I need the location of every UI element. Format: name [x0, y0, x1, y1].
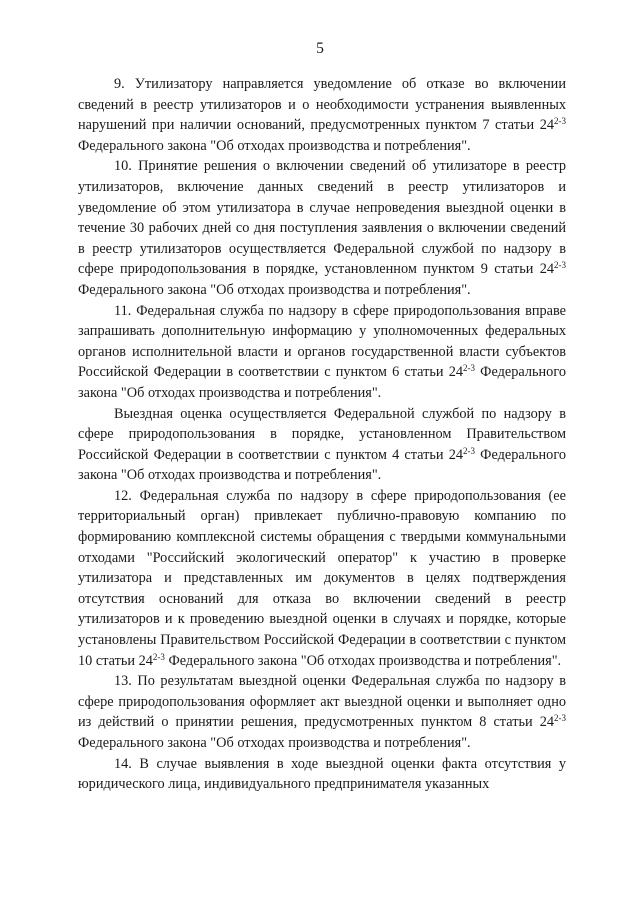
paragraph-9: 9. Утилизатору направляется уведомление об отказе во включении сведений в реестр утилизаторов и о необходимости устранения выявленных нарушений при наличии оснований, предусмотренных пунктом 7 статьи 24$^{2-3}$ Федерального закона "Об отходах производства и потребления". [78, 76, 566, 154]
document-body [78, 74, 566, 795]
paragraph-11: 11. Федеральная служба по надзору в сфере природопользования вправе запрашивать дополнительную информацию у уполномоченных федеральных органов исполнительной власти и органов государственной власти субъектов Российской Федерации в соответствии с пунктом 6 статьи 24$^{2-3}$ Федерального закона "Об отходах производства и потребления". [78, 302, 566, 401]
paragraph-13: 13. По результатам выездной оценки Федеральная служба по надзору в сфере природопользования оформляет акт выездной оценки и выполняет одно из действий о принятии решения, предусмотренных пунктом 8 статьи 24$^{2-3}$ Федерального закона "Об отходах производства и потребления". [78, 673, 566, 751]
paragraph-14: 14. В случае выявления в ходе выездной оценки факта отсутствия у юридического лица, индивидуального предпринимателя указанных [78, 755, 566, 793]
paragraph-field-assessment: Выездная оценка осуществляется Федеральной службой по надзору в сфере природопользования в порядке, установленном Правительством Российской Федерации в соответствии с пунктом 4 статьи 24$^{2-3}$ Федерального закона "Об отходах производства и потребления". [78, 405, 566, 484]
page-number: 5 [316, 40, 324, 57]
paragraph-10: 10. Принятие решения о включении сведений об утилизаторе в реестр утилизаторов, включение данных сведений в реестр утилизаторов и уведомление об этом утилизатора в случае непроведения выездной оценки в течение 30 рабочих дней со дня поступления заявления о включении сведений в реестр утилизаторов осуществляется Федеральной службой по надзору в сфере природопользования в порядке, установленном пунктом 9 статьи 24$^{2-3}$ Федерального закона "Об отходах производства и потребления". [78, 158, 566, 298]
paragraph-12: 12. Федеральная служба по надзору в сфере природопользования (ее территориальный орган) привлекает публично-правовую компанию по формированию комплексной системы обращения с твердыми коммунальными отходами "Российский экологический оператор" к участию в проверке утилизатора и представленных им документов в целях подтверждения отсутствия оснований для отказа во включении сведений в реестр утилизаторов и к проведению выездной оценки в случаях и порядке, которые установлены Правительством Российской Федерации в соответствии с пунктом 10 статьи 24$^{2-3}$ Федерального закона "Об отходах производства и потребления". [78, 487, 566, 669]
